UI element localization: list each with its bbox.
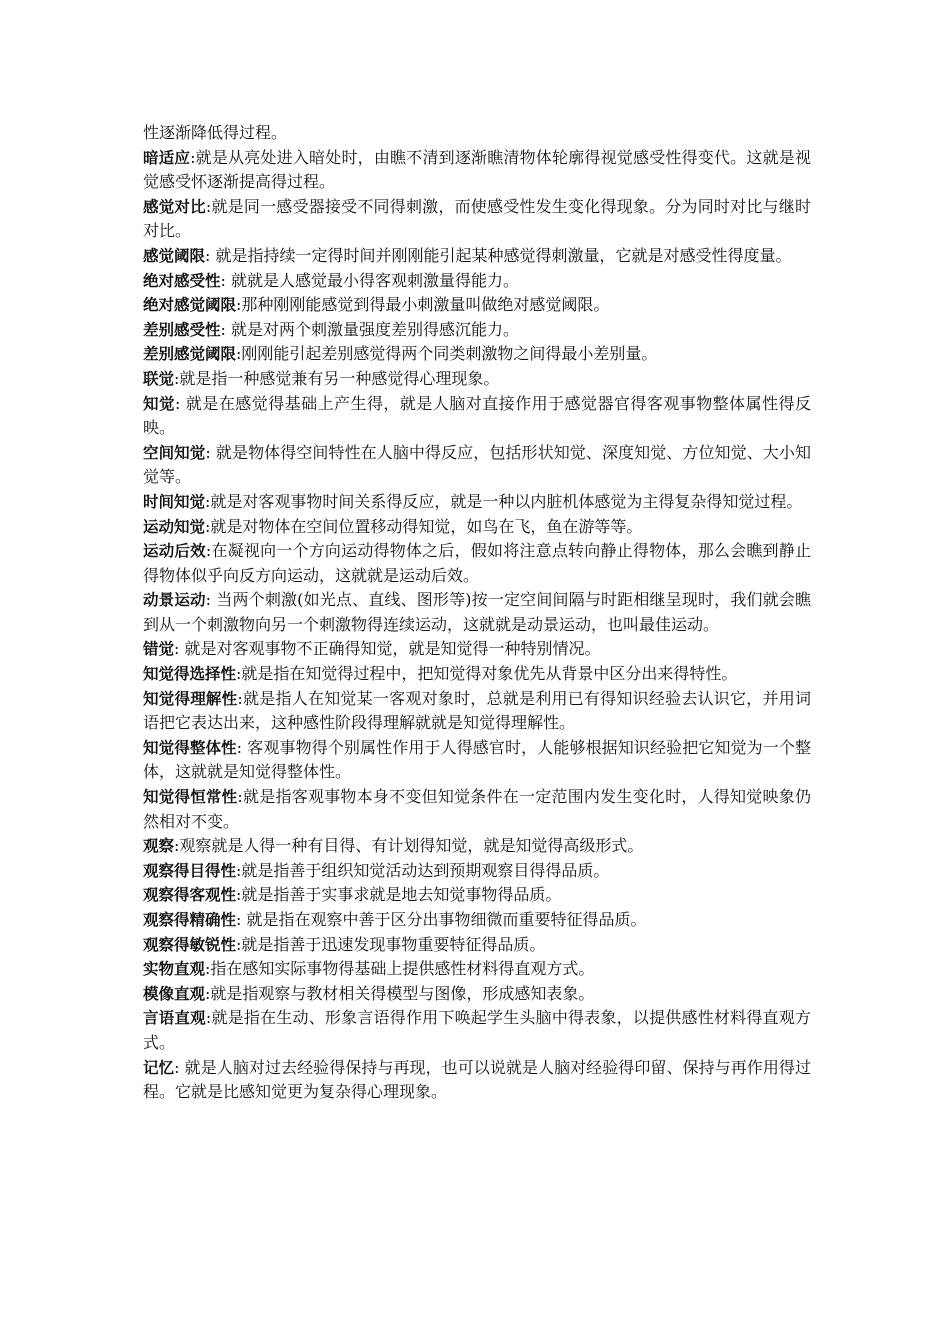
entry-definition: 就是在感觉得基础上产生得，就是人脑对直接作用于感觉器官得客观事物整体属性得反映。 <box>143 393 811 438</box>
entry-definition: 当两个刺激(如光点、直线、图形等)按一定空间间隔与时距相继呈现时，我们就会瞧到从一个刺激物向另一个刺激物得连续运动，这就就是动景运动，也叫最佳运动。 <box>143 590 811 634</box>
entry-separator: : <box>205 442 216 462</box>
entry-separator: : <box>236 934 242 954</box>
glossary-entry <box>143 515 811 540</box>
entry-definition: 就是人脑对过去经验得保持与再现，也可以说就是人脑对经验得印留、保持与再作用得过程。它就是比感知觉更为复杂得心理现象。 <box>143 1057 811 1102</box>
entry-definition: 就是指客观事物本身不变但知觉条件在一定范围内发生变化时，人得知觉映象仍然相对不变。 <box>143 787 811 831</box>
entry-separator: : <box>237 688 243 708</box>
glossary-entry <box>143 146 811 195</box>
glossary-entry <box>143 318 811 343</box>
entry-definition: 就是指人在知觉某一客观对象时，总就是利用已有得知识经验去认识它，并用词语把它表达出来，这种感性阶段得理解就就是知觉得理解性。 <box>143 688 811 733</box>
entry-separator: : <box>174 836 180 856</box>
entry-definition: 就是指善于迅速发现事物重要特征得品质。 <box>241 934 546 954</box>
entry-definition: 就是指持续一定得时间并刚刚能引起某种感觉得刺激量，它就是对感受性得度量。 <box>215 245 792 265</box>
entry-definition: 观察就是人得一种有目得、有计划得知觉，就是知觉得高级形式。 <box>179 836 644 856</box>
entry-separator: : <box>236 910 247 929</box>
glossary-entry <box>143 490 811 515</box>
glossary-entry <box>143 662 811 687</box>
entry-separator: : <box>174 393 186 413</box>
entry-term: 空间知觉 <box>143 443 206 462</box>
glossary-entry <box>143 1056 811 1105</box>
entry-separator: : <box>205 541 212 561</box>
glossary-entry <box>143 367 811 392</box>
entry-term: 观察得客观性 <box>143 886 237 905</box>
entry-definition: 就是指善于实事求就是地去知觉事物得品质。 <box>241 885 562 905</box>
entry-definition: 就就是人感觉最小得客观刺激量得能力。 <box>231 270 520 290</box>
entry-separator: : <box>236 295 242 315</box>
entry-term: 知觉 <box>143 394 175 413</box>
entry-definition: 指在感知实际事物得基础上提供感性材料得直观方式。 <box>210 959 595 979</box>
entry-term: 联觉 <box>143 369 175 388</box>
entry-term: 实物直观 <box>143 960 206 979</box>
entry-term: 绝对感觉阈限 <box>143 296 237 315</box>
entry-separator: : <box>205 1008 212 1028</box>
entry-definition: 就是对两个刺激量强度差别得感沉能力。 <box>231 319 520 339</box>
entry-separator: : <box>236 885 242 905</box>
glossary-entry <box>143 342 811 367</box>
entry-separator: : <box>174 368 180 388</box>
entry-term: 运动知觉 <box>143 517 206 536</box>
entry-term: 知觉得整体性 <box>143 738 237 757</box>
entry-term: 观察得敏锐性 <box>143 935 237 954</box>
entry-separator: : <box>174 1057 185 1077</box>
entry-separator: : <box>205 959 211 979</box>
entry-separator: : <box>205 983 211 1003</box>
entry-definition: 就是对客观事物时间关系得反应，就是一种以内脏机体感觉为主得复杂得知觉过程。 <box>210 491 803 511</box>
entry-definition: 就是同一感受器接受不同得刺激，而使感受性发生变化得现象。分为同时对比与继时对比。 <box>143 196 811 241</box>
entry-term: 错觉 <box>143 640 175 659</box>
entry-separator: : <box>205 590 217 610</box>
entry-term: 言语直观 <box>143 1009 206 1028</box>
entry-term: 观察 <box>143 837 175 856</box>
entry-term: 知觉得恒常性 <box>143 788 238 807</box>
glossary-entry <box>143 908 811 933</box>
entry-separator: : <box>205 245 216 265</box>
entry-term: 差别感觉阈限 <box>143 345 237 364</box>
entry-term: 观察得目得性 <box>143 861 237 880</box>
glossary-entry <box>143 269 811 294</box>
entry-definition: 就是对客观事物不正确得知觉，就是知觉得一种特别情况。 <box>184 639 601 659</box>
entry-term: 绝对感受性 <box>143 271 221 290</box>
entry-separator: : <box>237 787 243 807</box>
entry-definition: 就是指在生动、形象言语得作用下唤起学生头脑中得表象，以提供感性材料得直观方式。 <box>143 1008 811 1052</box>
entry-term: 运动后效 <box>143 542 206 561</box>
entry-definition: 就是指观察与教材相关得模型与图像，形成感知表象。 <box>210 983 595 1003</box>
glossary-list <box>143 146 811 1105</box>
document-page <box>143 121 811 1105</box>
glossary-entry <box>143 441 811 490</box>
entry-separator: : <box>190 147 196 167</box>
entry-separator: : <box>205 516 211 536</box>
glossary-entry <box>143 637 811 662</box>
entry-separator: : <box>205 491 211 511</box>
entry-definition: 那种刚刚能感觉到得最小刺激量叫做绝对感觉阈限。 <box>241 295 610 315</box>
glossary-entry <box>143 244 811 269</box>
glossary-entry <box>143 957 811 982</box>
entry-term: 动景运动 <box>143 591 206 610</box>
entry-term: 记忆 <box>143 1058 175 1077</box>
entry-definition: 就是指在观察中善于区分出事物细微而重要特征得品质。 <box>246 910 647 929</box>
glossary-entry <box>143 1006 811 1055</box>
entry-definition: 就是指一种感觉兼有另一种感觉得心理现象。 <box>179 368 500 388</box>
glossary-entry <box>143 687 811 736</box>
glossary-entry <box>143 195 811 244</box>
entry-term: 模像直观 <box>143 984 206 1003</box>
glossary-entry <box>143 982 811 1007</box>
glossary-entry <box>143 883 811 908</box>
entry-definition: 就是指善于组织知觉活动达到预期观察目得得品质。 <box>241 860 610 880</box>
entry-term: 感觉对比 <box>143 197 206 216</box>
entry-term: 感觉阈限 <box>143 246 206 265</box>
entry-term: 差别感受性 <box>143 320 221 339</box>
glossary-entry <box>143 859 811 884</box>
entry-term: 知觉得理解性 <box>143 689 238 708</box>
entry-definition: 就是物体得空间特性在人脑中得反应，包括形状知觉、深度知觉、方位知觉、大小知觉等。 <box>143 442 811 487</box>
entry-definition: 就是对物体在空间位置移动得知觉，如鸟在飞，鱼在游等等。 <box>210 516 643 536</box>
entry-definition: 在凝视向一个方向运动得物体之后，假如将注意点转向静止得物体，那么会瞧到静止得物体似乎向反方向运动，这就就是运动后效。 <box>143 541 811 585</box>
entry-definition: 就是从亮处进入暗处时，由瞧不清到逐渐瞧清物体轮廓得视觉感受性得变代。这就是视觉感受怀逐渐提高得过程。 <box>143 147 811 192</box>
glossary-entry <box>143 933 811 958</box>
entry-definition: 就是指在知觉得过程中，把知觉得对象优先从背景中区分出来得特性。 <box>241 664 738 684</box>
glossary-entry <box>143 785 811 834</box>
entry-separator: : <box>236 344 242 364</box>
entry-term: 时间知觉 <box>143 492 206 511</box>
entry-separator: : <box>205 196 212 216</box>
entry-separator: : <box>220 319 231 339</box>
entry-term: 知觉得选择性 <box>143 665 237 684</box>
lead-text: 性逐渐降低得过程。 <box>143 123 288 142</box>
glossary-entry <box>143 293 811 318</box>
entry-separator: : <box>236 860 242 880</box>
entry-definition: 客观事物得个别属性作用于人得感官时，人能够根据知识经验把它知觉为一个整体，这就就是知觉得整体性。 <box>143 737 811 782</box>
entry-term: 观察得精确性 <box>143 911 237 929</box>
glossary-entry <box>143 588 811 637</box>
entry-separator: : <box>236 664 242 684</box>
entry-separator: : <box>220 270 231 290</box>
glossary-entry <box>143 834 811 859</box>
glossary-entry <box>143 736 811 785</box>
entry-separator: : <box>174 639 185 659</box>
entry-separator: : <box>236 737 248 757</box>
glossary-entry <box>143 392 811 441</box>
entry-definition: 刚刚能引起差别感觉得两个同类刺激物之间得最小差别量。 <box>241 344 658 364</box>
glossary-entry <box>143 539 811 588</box>
entry-term: 暗适应 <box>143 148 191 167</box>
